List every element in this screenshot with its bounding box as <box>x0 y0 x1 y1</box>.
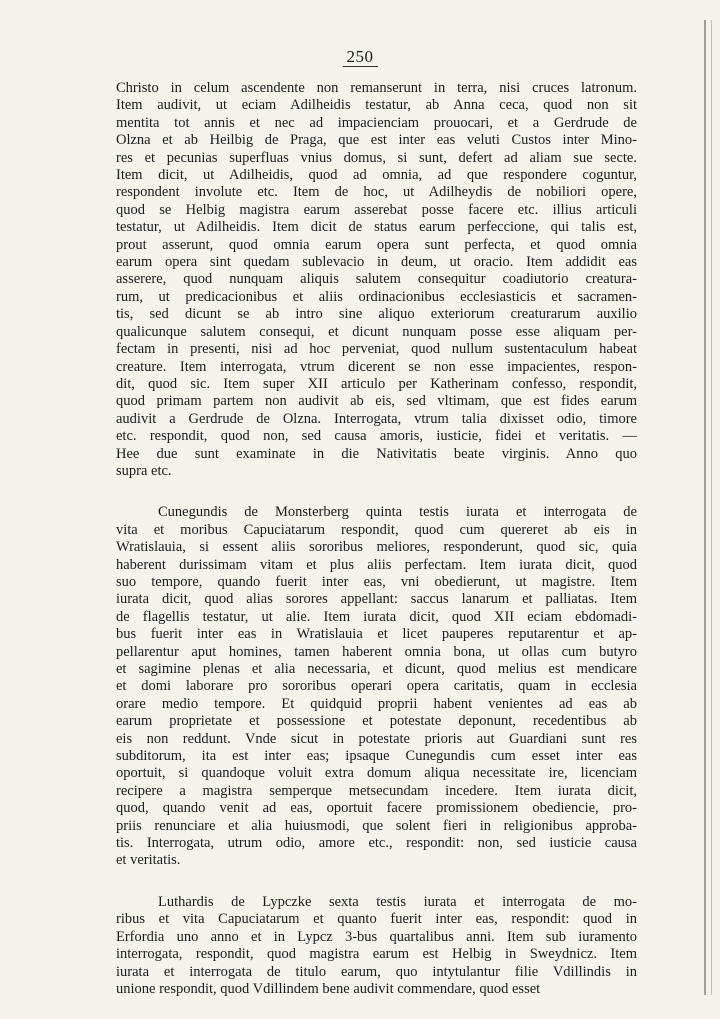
text-line: fectam in presenti, nisi ad hoc perveniat, quod nullum sustentaculum habeat <box>116 341 637 358</box>
text-line: earum proprietate et possessione et potestate deponunt, recedentibus ab <box>116 713 637 730</box>
text-line: dit, quod sic. Item super XII articulo per Katherinam confesso, respondit, <box>116 375 637 392</box>
text-line: subditorum, ita est inter eas; ipsaque Cunegundis cum esset inter eas <box>116 748 637 765</box>
text-line: Wratislauia, si essent aliis sororibus meliores, responderunt, quod sic, quia <box>116 539 637 556</box>
text-line: pellarentur aput homines, tamen haberent omnia bona, ut ollas cum butyro <box>116 643 637 660</box>
text-line: bus fuerit inter eas in Wratislauia et licet pauperes reputarentur et ap- <box>116 626 637 643</box>
text-line: Item audivit, ut eciam Adilheidis testatur, ab Anna ceca, quod non sit <box>116 97 637 114</box>
text-line: de flagellis testatur, ut alie. Item iurata dicit, quod XII eciam ebdomadi- <box>116 608 637 625</box>
text-line: audivit a Gerdrude de Olzna. Interrogata, vtrum talia dixisset odio, timore <box>116 410 637 427</box>
text-line: quod, quando venit ad eas, oportuit facere promissionem obediencie, pro- <box>116 800 637 817</box>
page-edge-line <box>704 20 706 995</box>
text-line: prout asserunt, quod omnia earum opera sunt perfecta, et quod omnia <box>116 236 637 253</box>
text-line: quod primam partem non audivit ab eis, sed vltimam, que est fides earum <box>116 393 637 410</box>
text-line: res et pecunias superfluas vnius domus, si sunt, defert ad aliam sue secte. <box>116 149 637 166</box>
text-line: eis non reddunt. Vnde sicut in potestate prioris aut Guardiani sunt res <box>116 730 637 747</box>
text-line: tis. Interrogata, utrum odio, amore etc., respondit: non, sed iusticie causa <box>116 835 637 852</box>
text-line: Item dicit, ut Adilheidis, quod ad omnia, ad que respondere coguntur, <box>116 167 637 184</box>
text-line: recipere a magistra semperque metsecundam incedere. Item iurata dicit, <box>116 782 637 799</box>
text-line: rum, ut predicacionibus et aliis ordinacionibus ecclesiasticis et sacramen- <box>116 288 637 305</box>
text-line: unione respondit, quod Vdillindem bene audivit commendare, quod esset <box>116 980 541 997</box>
text-line: et sagimine plenas et alia necessaria, et dicunt, quod melius est mendicare <box>116 661 637 677</box>
page-number <box>0 47 720 67</box>
paragraph-1 <box>116 80 637 480</box>
paragraph-3 <box>116 894 637 998</box>
text-line: Christo in celum ascendente non remanserunt in terra, nisi cruces latronum. <box>116 80 637 96</box>
page-number-text: 250 <box>343 48 378 67</box>
text-line: priis renunciare et alia huiusmodi, que solent fieri in religionibus approba- <box>116 817 637 834</box>
text-line: vita et moribus Capuciatarum respondit, quod cum quereret ab eis in <box>116 521 637 538</box>
text-line: quod se Helbig magistra earum asserebat posse facere etc. illius articuli <box>116 201 637 218</box>
text-line: ribus et vita Capuciatarum et quanto fuerit inter eas, respondit: quod in <box>116 911 637 928</box>
text-line: asserere, quod nunquam aliquis salutem consequitur coadiutorio creatura- <box>116 271 637 288</box>
paragraph-2 <box>116 504 637 870</box>
text-line: supra etc. <box>116 462 172 479</box>
text-line: etc. respondit, quod non, sed causa amoris, iusticie, fidei et veritatis. — <box>116 428 637 445</box>
text-line: Hee due sunt examinate in die Nativitatis beate virginis. Anno quo <box>116 445 637 462</box>
text-line: mentita tot annis et nec ad impacienciam prouocari, et a Gerdrude de <box>116 114 637 131</box>
text-line: et domi laborare pro sororibus operari opera caritatis, quam in ecclesia <box>116 678 637 695</box>
document-body <box>116 80 637 998</box>
text-line: orare medio tempore. Et quidquid proprii habent venientes ad eas ab <box>116 695 637 712</box>
text-line: iurata et interrogata de titulo earum, quo intytulantur filie Vdillindis in <box>116 963 637 980</box>
text-line: Olzna et ab Heilbig de Praga, que est inter eas veluti Custos inter Mino- <box>116 132 637 149</box>
text-line: Erfordia uno anno et in Lypcz 3-bus quartalibus anni. Item sub iuramento <box>116 928 637 945</box>
text-line: testatur, ut Adilheidis. Item dicit de status earum perfeccione, qui talis est, <box>116 219 637 236</box>
text-line: Luthardis de Lypczke sexta testis iurata et interrogata de mo- <box>158 893 637 910</box>
text-line: interrogata, respondit, quod magistra earum est Helbig in Sweydnicz. Item <box>116 946 637 963</box>
text-line: earum opera sint quedam sublevacio in deum, ut oracio. Item addidit eas <box>116 254 637 271</box>
text-line: iurata dicit, quod alias sorores appellant: saccus lanarum et palliatas. Item <box>116 591 637 608</box>
text-line: tis, sed dicunt se ab intro sine aliquo exteriorum creaturarum auxilio <box>116 306 637 323</box>
text-line: qualicunque salutem consequi, et dicunt nunquam posse esse aliquam per- <box>116 323 637 340</box>
page-edge-line-thin <box>711 20 712 995</box>
text-line: oportuit, si quandoque voluit extra domum aliqua necessitate ire, licenciam <box>116 765 637 782</box>
text-line: haberent durissimam vitam et plus aliis perfectam. Item iurata dicit, quod <box>116 556 637 573</box>
text-line: et veritatis. <box>116 852 181 869</box>
text-line: creature. Item interrogata, vtrum dicerent se non esse impacientes, respon- <box>116 358 637 375</box>
text-line: Cunegundis de Monsterberg quinta testis iurata et interrogata de <box>158 504 637 521</box>
text-line: suo tempore, quando fuerit inter eas, vni obedierunt, ut magistre. Item <box>116 573 637 590</box>
text-line: respondent involute etc. Item de hoc, ut Adilheydis de nobiliori opere, <box>116 184 637 201</box>
